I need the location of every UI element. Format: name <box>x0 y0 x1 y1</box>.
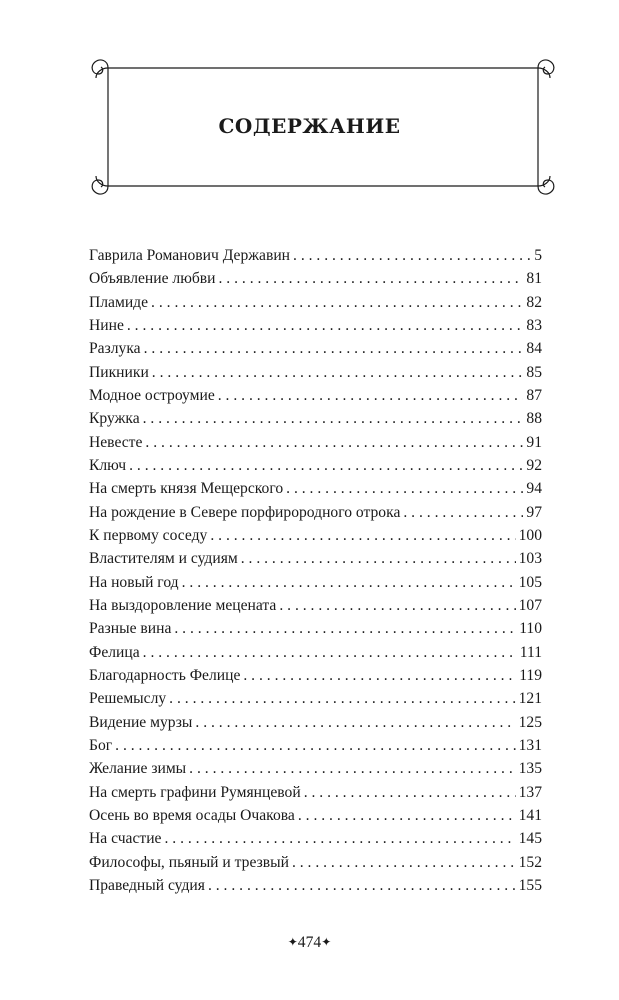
toc-entry-page: 155 <box>518 876 542 894</box>
toc-entry-title: Желание зимы <box>89 760 187 778</box>
toc-leader-dots <box>151 291 523 314</box>
toc-entry-page: 97 <box>526 503 542 521</box>
page-footer <box>0 934 619 952</box>
toc-leader-dots <box>304 781 516 804</box>
toc-entry <box>89 291 542 314</box>
toc-leader-dots <box>195 711 515 734</box>
page-number: 474 <box>297 934 322 951</box>
toc-entry-page: 107 <box>518 596 542 614</box>
toc-leader-dots <box>152 361 524 384</box>
toc-entry-title: На выздоровление мецената <box>89 596 277 614</box>
toc-entry-title: Праведный судия <box>89 876 205 894</box>
toc-entry-page: 119 <box>519 666 542 684</box>
toc-entry-page: 94 <box>526 480 542 498</box>
toc-entry <box>89 337 542 360</box>
toc-entry-title: Бог <box>89 736 113 754</box>
toc-entry-title: Благодарность Фелице <box>89 666 241 684</box>
toc-leader-dots <box>115 734 515 757</box>
toc-entry-title: Модное остроумие <box>89 386 215 404</box>
toc-leader-dots <box>293 244 531 267</box>
toc-entry-page: 83 <box>526 316 542 334</box>
toc-leader-dots <box>182 571 516 594</box>
page-title: СОДЕРЖАНИЕ <box>218 114 401 138</box>
toc-entry <box>89 804 542 827</box>
toc-entry-page: 137 <box>518 783 542 801</box>
toc-entry <box>89 594 542 617</box>
toc-entry <box>89 267 542 290</box>
ornament-right-icon: ✦ <box>321 935 332 949</box>
toc-leader-dots <box>174 617 516 640</box>
toc-leader-dots <box>129 454 523 477</box>
toc-entry-title: Видение мурзы <box>89 713 193 731</box>
toc-leader-dots <box>292 851 516 874</box>
toc-entry-page: 121 <box>518 690 542 708</box>
toc-entry-page: 131 <box>518 736 542 754</box>
toc-entry <box>89 431 542 454</box>
toc-entry-title: Разлука <box>89 340 141 358</box>
toc-entry <box>89 454 542 477</box>
toc-entry-title: Нине <box>89 316 124 334</box>
toc-leader-dots <box>169 687 515 710</box>
toc-leader-dots <box>208 874 516 897</box>
toc-leader-dots <box>144 337 524 360</box>
toc-entry <box>89 384 542 407</box>
toc-entry <box>89 244 542 267</box>
toc-entry <box>89 547 542 570</box>
toc-entry-title: Кружка <box>89 410 140 428</box>
toc-entry-page: 81 <box>526 270 542 288</box>
toc-entry-page: 92 <box>526 456 542 474</box>
toc-entry-page: 111 <box>519 643 542 661</box>
toc-entry-page: 84 <box>526 340 542 358</box>
toc-entry-page: 110 <box>519 620 542 638</box>
toc-entry-title: Пикники <box>89 363 149 381</box>
toc-entry-title: На счастие <box>89 830 162 848</box>
toc-entry-page: 91 <box>526 433 542 451</box>
toc-entry <box>89 524 542 547</box>
toc-entry <box>89 664 542 687</box>
toc-entry-title: Ключ <box>89 456 127 474</box>
toc-entry-title: Разные вина <box>89 620 172 638</box>
toc-entry-page: 87 <box>526 386 542 404</box>
toc-entry <box>89 851 542 874</box>
toc-entry <box>89 827 542 850</box>
toc-entry <box>89 781 542 804</box>
toc-entry <box>89 501 542 524</box>
toc-entry-title: На смерть графини Румянцевой <box>89 783 301 801</box>
table-of-contents <box>89 244 542 897</box>
toc-entry <box>89 734 542 757</box>
toc-entry-page: 135 <box>518 760 542 778</box>
toc-entry <box>89 314 542 337</box>
toc-entry <box>89 571 542 594</box>
toc-entry-title: На смерть князя Мещерского <box>89 480 284 498</box>
toc-entry <box>89 641 542 664</box>
toc-entry-page: 100 <box>518 526 542 544</box>
toc-leader-dots <box>241 547 516 570</box>
toc-entry <box>89 617 542 640</box>
toc-entry-title: Философы, пьяный и трезвый <box>89 853 289 871</box>
toc-leader-dots <box>189 757 515 780</box>
toc-leader-dots <box>143 407 524 430</box>
toc-entry-title: Фелица <box>89 643 140 661</box>
toc-entry-title: Осень во время осады Очакова <box>89 806 295 824</box>
toc-entry-page: 85 <box>526 363 542 381</box>
toc-entry-title: К первому соседу <box>89 526 208 544</box>
toc-entry-page: 152 <box>518 853 542 871</box>
toc-leader-dots <box>279 594 515 617</box>
toc-entry-title: Пламиде <box>89 293 149 311</box>
toc-leader-dots <box>127 314 524 337</box>
toc-leader-dots <box>164 827 515 850</box>
toc-entry-page: 145 <box>518 830 542 848</box>
toc-leader-dots <box>210 524 515 547</box>
toc-entry-title: Властителям и судиям <box>89 550 238 568</box>
toc-entry-title: Объявление любви <box>89 270 216 288</box>
toc-entry-title: На новый год <box>89 573 179 591</box>
toc-leader-dots <box>298 804 516 827</box>
toc-entry <box>89 711 542 734</box>
toc-leader-dots <box>219 267 524 290</box>
toc-entry-page: 103 <box>518 550 542 568</box>
toc-entry <box>89 757 542 780</box>
toc-entry-page: 88 <box>526 410 542 428</box>
toc-entry-page: 141 <box>518 806 542 824</box>
toc-leader-dots <box>143 641 517 664</box>
ornament-left-icon: ✦ <box>287 935 298 949</box>
toc-entry-page: 125 <box>518 713 542 731</box>
toc-leader-dots <box>403 501 523 524</box>
toc-entry-title: Гаврила Романович Державин <box>89 247 291 264</box>
toc-entry-title: Решемыслу <box>89 690 167 708</box>
toc-leader-dots <box>218 384 524 407</box>
toc-entry-page: 105 <box>518 573 542 591</box>
toc-leader-dots <box>243 664 516 687</box>
toc-entry-title: На рождение в Севере порфирородного отрока <box>89 503 401 521</box>
toc-entry <box>89 407 542 430</box>
toc-leader-dots <box>286 477 523 500</box>
toc-leader-dots <box>145 431 523 454</box>
toc-entry <box>89 361 542 384</box>
toc-entry <box>89 874 542 897</box>
toc-entry <box>89 477 542 500</box>
toc-entry <box>89 687 542 710</box>
toc-entry-title: Невесте <box>89 433 143 451</box>
toc-entry-page: 5 <box>534 247 542 264</box>
toc-entry-page: 82 <box>526 293 542 311</box>
